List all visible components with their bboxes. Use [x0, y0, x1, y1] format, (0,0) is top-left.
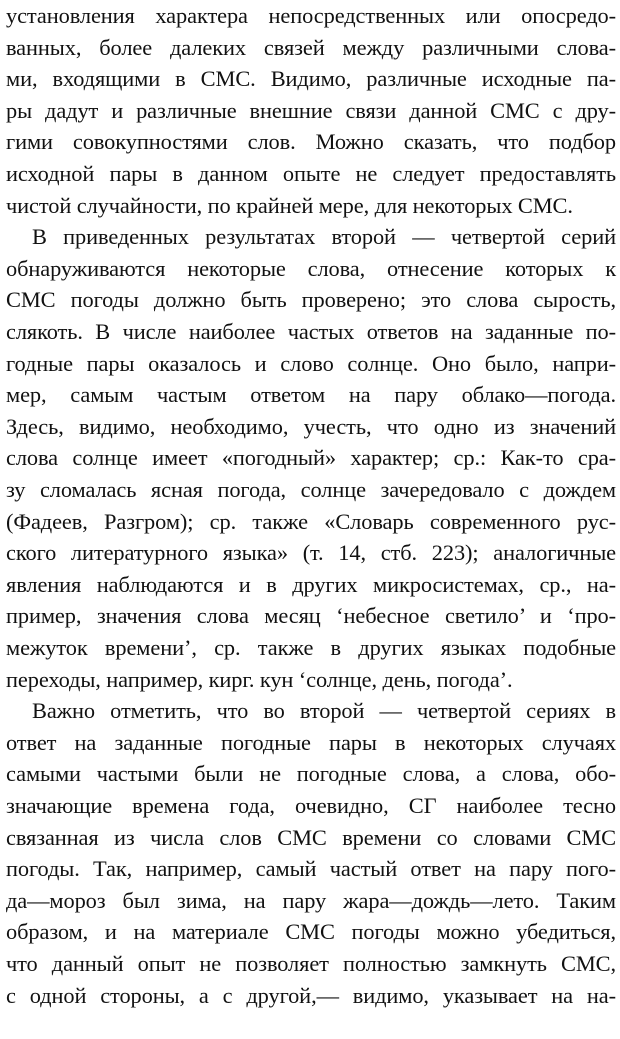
- text-line: исходной пары в данном опыте не следует предоставлять: [6, 161, 616, 186]
- text-line: да—мороз был зима, на пару жара—дождь—лето. Таким: [6, 887, 616, 913]
- text-line: обнаруживаются некоторые слова, отнесение которых к: [6, 255, 616, 281]
- text-line: гими совокупностями слов. Можно сказать, что подбор: [6, 129, 616, 155]
- text-line: ми, входящими в СМС. Видимо, различные исходные па-: [6, 66, 616, 92]
- text-line: ского литературного языка» (т. 14, стб. 223); аналогичные: [6, 540, 616, 566]
- text-line: чистой случайности, по крайней мере, для некоторых СМС.: [6, 192, 573, 218]
- text-line: установления характера непосредственных или опосредо-: [6, 3, 616, 28]
- text-line: ответ на заданные погодные пары в некоторых случаях: [6, 729, 616, 755]
- text-line: значающие времена года, очевидно, СГ наиболее тесно: [6, 793, 616, 818]
- text-line: межуток времени’, ср. также в других языках подобные: [6, 635, 616, 660]
- text-line: образом, и на материале СМС погоды можно убедиться,: [6, 919, 616, 945]
- text-line: мер, самым частым ответом на пару облако—погода.: [6, 382, 616, 408]
- text-line: В приведенных результатах второй — четвертой серий: [32, 224, 616, 250]
- text-line: слякоть. В числе наиболее частых ответов на заданные по-: [6, 319, 616, 344]
- text-line: ванных, более далеких связей между различными слова-: [6, 34, 616, 60]
- text-line: самыми частыми были не погодные слова, а слова, обо-: [6, 761, 616, 787]
- text-line: ры дадут и различные внешние связи данной СМС с дру-: [6, 97, 616, 123]
- book-page: [6, 0, 620, 1039]
- text-line: зу сломалась ясная погода, солнце зачередовало с дождем: [6, 477, 616, 502]
- text-line: годные пары оказалось и слово солнце. Оно было, напри-: [6, 350, 616, 376]
- text-line: (Фадеев, Разгром); ср. также «Словарь современного рус-: [6, 508, 616, 534]
- text-line: связанная из числа слов СМС времени со словами СМС: [6, 824, 616, 850]
- text-line: слова солнце имеет «погодный» характер; ср.: Как-то сра-: [6, 445, 616, 471]
- text-line: Важно отметить, что во второй — четвертой сериях в: [32, 698, 616, 724]
- text-line: пример, значения слова месяц ‘небесное светило’ и ‘про-: [6, 603, 616, 629]
- text-line: переходы, например, кирг. кун ‘солнце, день, погода’.: [6, 666, 513, 692]
- text-line: погоды. Так, например, самый частый ответ на пару пого-: [6, 856, 616, 882]
- text-line: Здесь, видимо, необходимо, учесть, что одно из значений: [6, 413, 616, 439]
- text-line: с одной стороны, а с другой,— видимо, указывает на на-: [6, 982, 616, 1008]
- text-line: явления наблюдаются и в других микросистемах, ср., на-: [6, 571, 616, 597]
- text-line: что данный опыт не позволяет полностью замкнуть СМС,: [6, 951, 616, 976]
- text-line: СМС погоды должно быть проверено; это слова сырость,: [6, 287, 616, 313]
